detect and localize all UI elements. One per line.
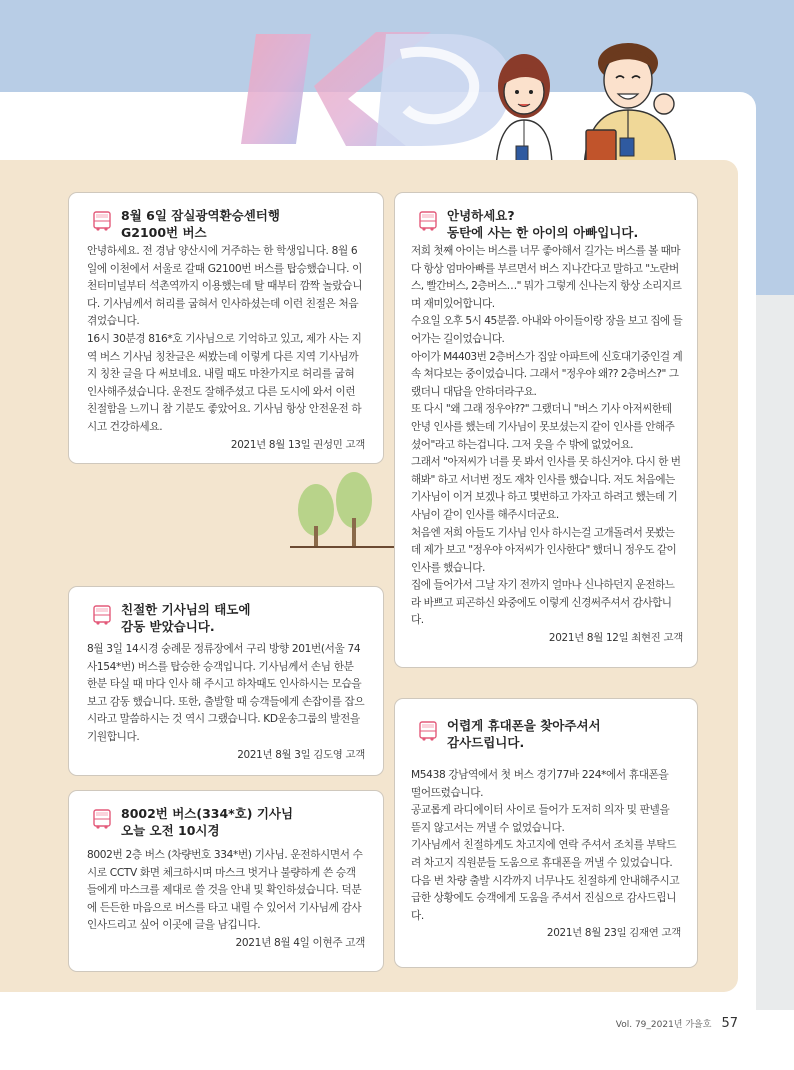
card-body xyxy=(411,243,683,648)
page-number: 57 xyxy=(721,1016,738,1031)
card-body xyxy=(87,243,365,454)
card-body xyxy=(411,767,681,943)
issue-label: Vol. 79_2021년 가을호 xyxy=(615,1020,712,1030)
body-paragraph: 수요일 오후 5시 45분쯤. 아내와 아이들이랑 장을 보고 집에 들어가는 길이었습니다. xyxy=(411,315,683,345)
card-title-line: G2100번 버스 xyxy=(121,225,207,240)
signature: 2021년 8월 4일 이현주 고객 xyxy=(235,936,365,949)
body-paragraph: 처음엔 저희 아들도 기사님 인사 하시는걸 고개돌려서 못봤는데 제가 보고 "정우야 아저씨가 인사한다" 했더니 정우도 같이 인사를 했습니다. xyxy=(411,526,677,574)
compliment-card-5 xyxy=(394,698,698,968)
card-header xyxy=(91,601,250,635)
card-title-line: 8002번 버스(334*호) 기사님 xyxy=(121,806,294,821)
bus-icon xyxy=(91,604,113,626)
page-footer xyxy=(616,1016,738,1031)
bus-icon xyxy=(91,210,113,232)
compliment-card-3 xyxy=(68,586,384,776)
card-title-line: 감동 받았습니다. xyxy=(121,619,215,634)
right-blue-strip xyxy=(756,90,794,295)
card-title-line: 감사드립니다. xyxy=(447,735,525,750)
card-title-line: 8월 6일 잠실광역환승센터행 xyxy=(121,208,280,223)
card-header xyxy=(91,207,280,241)
signature: 2021년 8월 23일 김재연 고객 xyxy=(546,927,681,940)
signature: 2021년 8월 3일 김도영 고객 xyxy=(237,748,365,761)
body-paragraph: 아이가 M4403번 2층버스가 집앞 아파트에 신호대기중인걸 계속 쳐다보는 중이었습니다. 그래서 "정우야 왜?? 2층버스?" 그랬더니 대답을 안하더라구요. xyxy=(411,350,683,398)
compliment-card-4 xyxy=(68,790,384,972)
card-title-line: 친절한 기사님의 태도에 xyxy=(121,602,251,617)
card-title-line: 어렵게 휴대폰을 찾아주셔서 xyxy=(447,718,601,733)
card-header xyxy=(417,207,638,241)
signature: 2021년 8월 12일 최현진 고객 xyxy=(548,632,683,645)
bus-icon xyxy=(417,720,439,742)
body-paragraph: 기사님께서 친절하게도 차고지에 연락 주셔서 조치를 부탁드려 차고지 직원분들 도움으로 휴대폰을 꺼낼 수 있었습니다. xyxy=(411,839,677,869)
body-text: 8002번 2층 버스 (차량번호 334*번) 기사님. 운전하시면서 수시로 CCTV 화면 체크하시며 마스크 벗거나 불량하게 쓴 승객들에게 마스크를 제대로 쓸 것을 안내 및 확인하셨습니다. 덕분에 든든한 마음으로 버스를 타고 내릴 수 있어서 기사님께 감사 인사드리고 싶어 이곳에 글을 남깁니다. xyxy=(87,849,363,932)
card-header xyxy=(417,717,601,751)
card-title-line: 동탄에 사는 한 아이의 아빠입니다. xyxy=(447,225,639,240)
body-paragraph: 공교롭게 라디에이터 사이로 들어가 도저히 의자 및 판넬을 뜯지 않고서는 꺼낼 수 없었습니다. xyxy=(411,804,670,834)
bus-icon xyxy=(417,210,439,232)
card-body xyxy=(87,641,365,764)
body-paragraph: 저희 첫째 아이는 버스를 너무 좋아해서 길가는 버스를 볼 때마다 항상 엄마아빠를 부르면서 버스 지나간다고 말하고 "노란버스, 빨간버스, 2층버스…" 뭐가 그렇게 신나는지 항상 소리지르며 재미있어합니다. xyxy=(411,245,682,310)
compliment-card-2 xyxy=(394,192,698,668)
card-header xyxy=(91,805,293,839)
staff-illustration xyxy=(480,8,720,168)
body-paragraph: 다음 번 차량 출발 시각까지 너무나도 친절하게 안내해주시고 급한 상황에도 승객에게 도움을 주셔서 진심으로 감사드립니다. xyxy=(411,874,680,922)
bus-icon xyxy=(91,808,113,830)
card-title-line: 안녕하세요? xyxy=(447,208,515,223)
signature: 2021년 8월 13일 권성민 고객 xyxy=(230,438,365,451)
body-paragraph: 안녕하세요. 전 경남 양산시에 거주하는 한 학생입니다. 8월 6일에 이천에서 서울로 갈때 G2100번 버스를 탑승했습니다. 이천터미널부터 석촌역까지 이용했는데 탈 때부터 깜짝 놀랐습니다. 기사님께서 허리를 굽혀서 인사하셨는데 이런 친절은 처음 겪었습니다. xyxy=(87,245,363,328)
right-gray-strip xyxy=(756,295,794,1010)
body-paragraph: 또 다시 "왜 그래 정우야??" 그랬더니 "버스 기사 아저씨한테 안녕 인사를 했는데 기사님이 못보셨는지 같이 인사를 안해주셨어"라고 하는겁니다. 그저 웃을 수 밖에 없었어요. xyxy=(411,403,675,451)
body-paragraph xyxy=(87,847,365,949)
body-paragraph: 집에 들어가서 그날 자기 전까지 얼마나 신나하던지 운전하느라 바쁘고 피곤하신 와중에도 이렇게 신경써주셔서 감사합니다. xyxy=(411,579,675,627)
card-body xyxy=(87,847,365,953)
compliment-card-1 xyxy=(68,192,384,464)
body-paragraph: 16시 30분경 816*호 기사님으로 기억하고 있고, 제가 사는 지역 버스 기사님 칭찬글은 써봤는데 이렇게 다른 지역 기사님까지 칭찬 글을 다 써보네요. 내릴 때도 마찬가지로 허리를 굽혀 인사해주셨습니다. 운전도 잘해주셨고 다른 도시에 와서 이런 친절함을 느끼니 참 기분도 좋았어요. 기사님 항상 안전운전 하시고 건강하세요. xyxy=(87,332,362,433)
card-title-line: 오늘 오전 10시경 xyxy=(121,823,220,838)
body-paragraph: 그래서 "아저씨가 너를 못 봐서 인사를 못 하신거야. 다시 한 번 해봐" 하고 서너번 정도 재차 인사를 했습니다. 저도 처음에는 기사님이 이거 보겠나 하고 몇번하고 가자고 하려고 했는데 기사님이 같이 인사를 해주시더군요. xyxy=(411,456,681,521)
body-paragraph: 8월 3일 14시경 숭례문 정류장에서 구리 방향 201번(서울 74사154*번) 버스를 탑승한 승객입니다. 기사님께서 손님 한분 한분 타실 때 마다 인사 해 주시고 하차때도 인사하시는 모습을 보고 감동 했습니다. 또한, 출발할 때 승객들에게 손잡이를 잡으시라고 말씀하시는 것 역시 그랬습니다. KD운송그룹의 발전을 기원합니다. xyxy=(87,643,365,743)
body-paragraph: M5438 강남역에서 첫 버스 경기77바 224*에서 휴대폰을 떨어뜨렸습니다. xyxy=(411,769,669,799)
